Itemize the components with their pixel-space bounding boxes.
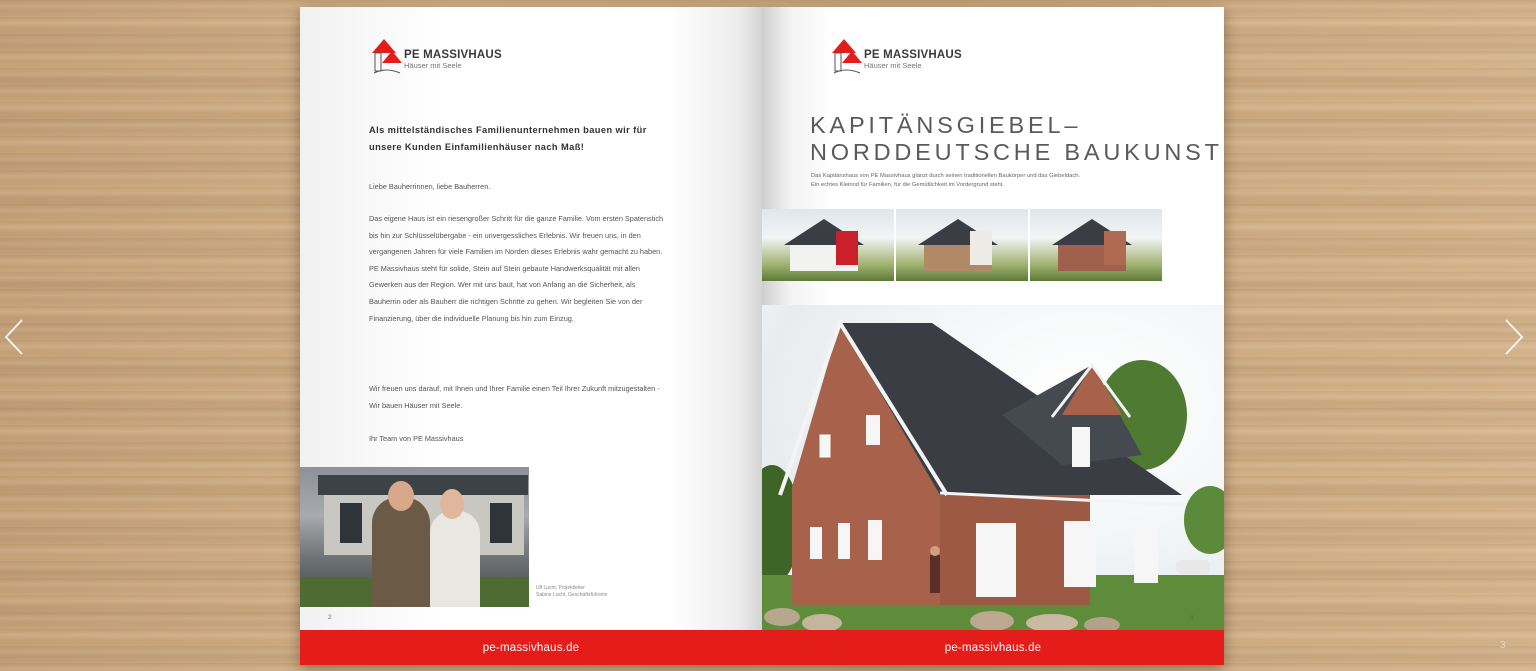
prev-page-button[interactable] — [2, 318, 28, 356]
signature-text: Ihr Team von PE Massivhaus — [369, 434, 464, 443]
thumbnail-brick-red[interactable] — [1030, 209, 1162, 281]
thumbnail-brick-light[interactable] — [896, 209, 1028, 281]
page-indicator: 3 — [1500, 640, 1506, 651]
chevron-right-icon — [1500, 318, 1526, 356]
next-page-button[interactable] — [1500, 318, 1526, 356]
photo-caption — [536, 585, 676, 599]
page-number: 3 — [1190, 614, 1194, 621]
closing-paragraph: Wir freuen uns darauf, mit Ihnen und Ihrer Familie einen Teil Ihrer Zukunft mitzugestalten - Wir bauen Häuser mit Seele. — [369, 384, 660, 410]
footer-bar — [300, 630, 762, 665]
logo-tagline: Häuser mit Seele — [864, 61, 922, 70]
intro-text — [811, 172, 1171, 189]
logo-tagline: Häuser mit Seele — [404, 61, 462, 70]
house-variant-thumbnails — [762, 209, 1162, 281]
intro-line: Das Kapitänshaus von PE Massivhaus glänzt durch seinen traditionellen Baukörper und das Giebeldach. — [811, 173, 1081, 179]
page-number: 2 — [328, 614, 332, 621]
company-logo — [370, 37, 502, 75]
team-photo — [300, 467, 529, 607]
greeting-text: Liebe Bauherrinnen, liebe Bauherren. — [369, 182, 491, 191]
chevron-left-icon — [2, 318, 28, 356]
logo-brand: PE MASSIVHAUS — [404, 49, 502, 61]
footer-bar — [762, 630, 1224, 665]
house-rendering — [762, 305, 1224, 630]
company-logo — [830, 37, 962, 75]
house-logo-icon — [830, 37, 862, 75]
footer-url[interactable]: pe-massivhaus.de — [482, 641, 580, 654]
house-logo-icon — [370, 37, 402, 75]
headline-line: NORDDEUTSCHE BAUKUNST — [810, 139, 1223, 165]
intro-line: Ein echtes Kleinod für Familien, für die Gemütlichkeit im Vordergrund steht. — [811, 181, 1004, 188]
page-headline — [810, 112, 1223, 166]
thumbnail-white-red[interactable] — [762, 209, 894, 281]
lead-text: Als mittelständisches Familienunternehmen bauen wir für unsere Kunden Einfamilienhäuser nach Maß! — [369, 125, 647, 152]
caption-line: Ulf Lucht, Projektleiter — [536, 585, 585, 591]
right-page[interactable] — [762, 7, 1224, 665]
intro-paragraph: Das eigene Haus ist ein riesengroßer Schritt für die ganze Familie. Vom ersten Spatenstich bis hin zur Schlüsselübergabe - ein unvergessliches Erlebnis. Wir freuen uns, in den vergangenen Jahren für viele Familien im Norden dieses Erlebnis wahr gemacht zu haben. PE Massivhaus steht für solide, Stein auf Stein gebaute Handwerksqualität mit allen Gewerken aus der Region. Wer mit uns baut, hat von Anfang an die Sicherheit, als Bauherrin oder als Bauherr die richtigen Schritte zu gehen. Wir begleiten Sie von der Finanzierung, über die individuelle Planung bis hin zum Einzug. — [369, 214, 664, 323]
brochure-spread — [300, 7, 1224, 665]
left-page[interactable] — [300, 7, 762, 665]
headline-line: KAPITÄNSGIEBEL– — [810, 112, 1082, 138]
caption-line: Sabine Lucht, Geschäftsführerin — [536, 592, 608, 598]
footer-url[interactable]: pe-massivhaus.de — [944, 641, 1042, 654]
logo-brand: PE MASSIVHAUS — [864, 49, 962, 61]
